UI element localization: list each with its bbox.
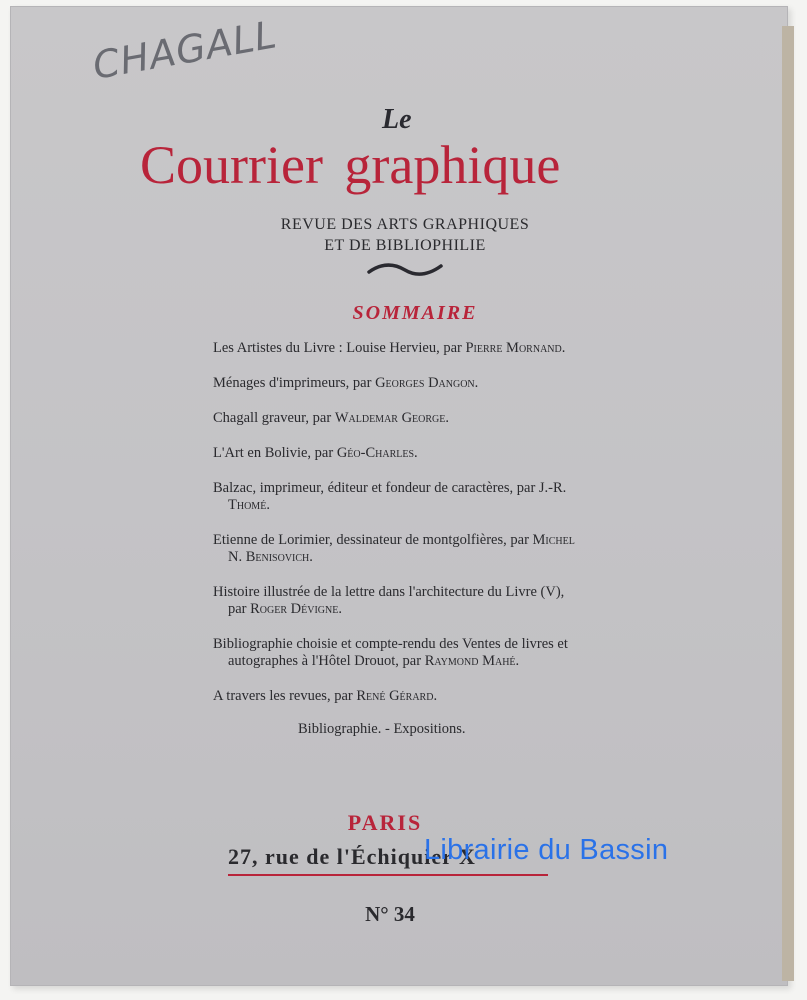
subtitle-line-1: REVUE DES ARTS GRAPHIQUES: [280, 216, 530, 233]
contents-list: [213, 340, 583, 756]
publisher-address: 27, rue de l'Échiquier X: [228, 844, 548, 876]
publisher-city: PARIS: [347, 810, 423, 835]
masthead-subtitle: [240, 214, 570, 256]
swash-ornament-icon: [365, 260, 445, 280]
seller-watermark: Librairie du Bassin: [424, 834, 669, 866]
contents-item: A travers les revues, par René Gérard.: [213, 688, 438, 704]
magazine-cover: [10, 6, 788, 986]
masthead-article: Le: [382, 104, 412, 135]
contents-heading: SOMMAIRE: [352, 302, 478, 324]
cover-edge-strip: [782, 26, 794, 981]
contents-item: Bibliographie choisie et compte-rendu des Ventes de livres et autographes à l'Hôtel Drouot, par Raymond Mahé.: [213, 636, 568, 669]
contents-final-line: Bibliographie. - Expositions.: [298, 721, 466, 737]
contents-item: Les Artistes du Livre : Louise Hervieu, par Pierre Mornand.: [213, 340, 566, 356]
contents-item: Histoire illustrée de la lettre dans l'architecture du Livre (V), par Roger Dévigne.: [213, 584, 565, 617]
contents-item: Etienne de Lorimier, dessinateur de montgolfières, par Michel N. Benisovich.: [213, 532, 575, 565]
contents-item: Balzac, imprimeur, éditeur et fondeur de caractères, par J.-R. Thomé.: [213, 480, 567, 513]
masthead-title: Courrier graphique: [140, 135, 561, 195]
subtitle-line-2: ET DE BIBLIOPHILIE: [324, 237, 486, 254]
contents-item: Ménages d'imprimeurs, par Georges Dangon.: [213, 375, 479, 391]
handwritten-note: CHAGALL: [89, 12, 281, 88]
issue-number: N° 34: [365, 902, 415, 926]
contents-item: L'Art en Bolivie, par Géo-Charles.: [213, 445, 418, 461]
contents-item: Chagall graveur, par Waldemar George.: [213, 410, 450, 426]
